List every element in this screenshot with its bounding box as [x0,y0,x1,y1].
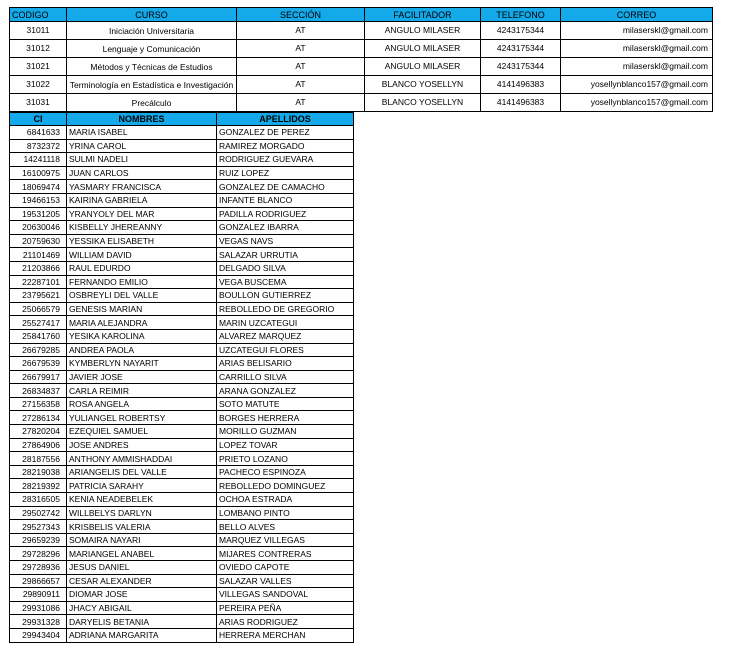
student-nombres-cell[interactable]: YESIKA KAROLINA [67,329,217,343]
course-row [10,76,713,94]
student-apellidos-cell[interactable]: ARIAS RODRIGUEZ [217,615,354,629]
student-ci-cell[interactable]: 29659239 [10,533,67,547]
student-nombres-cell[interactable]: SOMAIRA NAYARI [67,533,217,547]
student-ci-cell[interactable]: 25841760 [10,329,67,343]
course-correo-cell[interactable]: yosellynblanco157@gmail.com [561,76,713,94]
course-curso-cell[interactable]: Precálculo [67,94,237,112]
student-row [10,465,354,479]
student-ci-cell[interactable]: 29931328 [10,615,67,629]
course-seccion-cell[interactable]: AT [237,22,365,40]
header-telefono[interactable]: TELEFONO [481,8,561,22]
student-apellidos-cell[interactable]: UZCATEGUI FLORES [217,343,354,357]
student-apellidos-cell[interactable]: SALAZAR URRUTIA [217,248,354,262]
student-row [10,261,354,275]
student-apellidos-cell[interactable]: MARIN UZCATEGUI [217,316,354,330]
student-row [10,153,354,167]
student-ci-cell[interactable]: 28219392 [10,479,67,493]
student-apellidos-cell[interactable]: BOULLON GUTIERREZ [217,289,354,303]
student-nombres-cell[interactable]: WILLBELYS DARLYN [67,506,217,520]
student-ci-cell[interactable]: 29943404 [10,628,67,642]
course-facilitador-cell[interactable]: BLANCO YOSELLYN [365,76,481,94]
student-ci-cell[interactable]: 25066579 [10,302,67,316]
course-seccion-cell[interactable]: AT [237,94,365,112]
header-apellidos[interactable]: APELLIDOS [217,113,354,126]
student-nombres-cell[interactable]: RAUL EDURDO [67,261,217,275]
student-row [10,533,354,547]
student-apellidos-cell[interactable]: GONZALEZ DE PEREZ [217,126,354,140]
student-row [10,615,354,629]
course-correo-cell[interactable]: milaserskl@gmail.com [561,58,713,76]
course-row [10,58,713,76]
student-ci-cell[interactable]: 27820204 [10,425,67,439]
students-table [9,112,354,643]
student-nombres-cell[interactable]: ANDREA PAOLA [67,343,217,357]
student-apellidos-cell[interactable]: ARANA GONZALEZ [217,384,354,398]
student-row [10,601,354,615]
student-row [10,221,354,235]
student-nombres-cell[interactable]: YASMARY FRANCISCA [67,180,217,194]
student-ci-cell[interactable]: 14241118 [10,153,67,167]
student-nombres-cell[interactable]: KAIRINA GABRIELA [67,193,217,207]
header-seccion[interactable]: SECCIÓN [237,8,365,22]
courses-header-row [10,8,713,22]
student-apellidos-cell[interactable]: VILLEGAS SANDOVAL [217,588,354,602]
student-ci-cell[interactable]: 21101469 [10,248,67,262]
student-nombres-cell[interactable]: ADRIANA MARGARITA [67,628,217,642]
student-row [10,357,354,371]
student-ci-cell[interactable]: 25527417 [10,316,67,330]
student-row [10,166,354,180]
student-ci-cell[interactable]: 28219038 [10,465,67,479]
student-row [10,628,354,642]
student-ci-cell[interactable]: 16100975 [10,166,67,180]
student-nombres-cell[interactable]: KYMBERLYN NAYARIT [67,357,217,371]
student-row [10,493,354,507]
student-nombres-cell[interactable]: DARYELIS BETANIA [67,615,217,629]
student-nombres-cell[interactable]: JAVIER JOSE [67,370,217,384]
student-nombres-cell[interactable]: MARIA ALEJANDRA [67,316,217,330]
student-apellidos-cell[interactable]: GONZALEZ IBARRA [217,221,354,235]
student-apellidos-cell[interactable]: DELGADO SILVA [217,261,354,275]
student-row [10,397,354,411]
student-row [10,561,354,575]
student-apellidos-cell[interactable]: HERRERA MERCHAN [217,628,354,642]
student-apellidos-cell[interactable]: OCHOA ESTRADA [217,493,354,507]
student-ci-cell[interactable]: 6841633 [10,126,67,140]
course-codigo-cell[interactable]: 31031 [10,94,67,112]
student-nombres-cell[interactable]: MARIANGEL ANABEL [67,547,217,561]
course-codigo-cell[interactable]: 31021 [10,58,67,76]
student-apellidos-cell[interactable]: SOTO MATUTE [217,397,354,411]
student-apellidos-cell[interactable]: ARIAS BELISARIO [217,357,354,371]
student-ci-cell[interactable]: 29866657 [10,574,67,588]
course-row [10,40,713,58]
header-nombres[interactable]: NOMBRES [67,113,217,126]
student-nombres-cell[interactable]: KRISBELIS VALERIA [67,520,217,534]
student-apellidos-cell[interactable]: CARRILLO SILVA [217,370,354,384]
student-ci-cell[interactable]: 26834837 [10,384,67,398]
student-row [10,329,354,343]
course-telefono-cell[interactable]: 4243175344 [481,40,561,58]
student-nombres-cell[interactable]: MARIA ISABEL [67,126,217,140]
student-nombres-cell[interactable]: ARIANGELIS DEL VALLE [67,465,217,479]
student-apellidos-cell[interactable]: REBOLLEDO DOMINGUEZ [217,479,354,493]
student-row [10,452,354,466]
header-codigo[interactable]: CODIGO [10,8,67,22]
student-ci-cell[interactable]: 29527343 [10,520,67,534]
student-row [10,479,354,493]
student-ci-cell[interactable]: 29931086 [10,601,67,615]
header-correo[interactable]: CORREO [561,8,713,22]
student-apellidos-cell[interactable]: PRIETO LOZANO [217,452,354,466]
course-telefono-cell[interactable]: 4141496383 [481,94,561,112]
course-curso-cell[interactable]: Lenguaje y Comunicación [67,40,237,58]
student-nombres-cell[interactable]: EZEQUIEL SAMUEL [67,425,217,439]
header-curso[interactable]: CURSO [67,8,237,22]
student-row [10,275,354,289]
students-header-row [10,113,354,126]
course-facilitador-cell[interactable]: ANGULO MILASER [365,58,481,76]
student-row [10,343,354,357]
student-nombres-cell[interactable]: YRANYOLY DEL MAR [67,207,217,221]
student-nombres-cell[interactable]: YULIANGEL ROBERTSY [67,411,217,425]
student-row [10,425,354,439]
student-ci-cell[interactable]: 20630046 [10,221,67,235]
course-codigo-cell[interactable]: 31012 [10,40,67,58]
student-ci-cell[interactable]: 26679285 [10,343,67,357]
student-row [10,139,354,153]
student-apellidos-cell[interactable]: LOMBANO PINTO [217,506,354,520]
student-ci-cell[interactable]: 28187556 [10,452,67,466]
student-ci-cell[interactable]: 27286134 [10,411,67,425]
student-nombres-cell[interactable]: KENIA NEADEBELEK [67,493,217,507]
student-nombres-cell[interactable]: ROSA ANGELA [67,397,217,411]
student-apellidos-cell[interactable]: VEGAS NAVS [217,234,354,248]
student-ci-cell[interactable]: 8732372 [10,139,67,153]
student-apellidos-cell[interactable]: RAMIREZ MORGADO [217,139,354,153]
student-apellidos-cell[interactable]: PACHECO ESPINOZA [217,465,354,479]
student-nombres-cell[interactable]: DIOMAR JOSE [67,588,217,602]
student-row [10,289,354,303]
student-row [10,520,354,534]
course-telefono-cell[interactable]: 4141496383 [481,76,561,94]
course-telefono-cell[interactable]: 4243175344 [481,58,561,76]
course-correo-cell[interactable]: yosellynblanco157@gmail.com [561,94,713,112]
student-row [10,547,354,561]
header-facilitador[interactable]: FACILITADOR [365,8,481,22]
course-facilitador-cell[interactable]: ANGULO MILASER [365,40,481,58]
student-ci-cell[interactable]: 19531205 [10,207,67,221]
student-nombres-cell[interactable]: JUAN CARLOS [67,166,217,180]
student-row [10,574,354,588]
student-apellidos-cell[interactable]: RODRIGUEZ GUEVARA [217,153,354,167]
student-row [10,207,354,221]
student-row [10,370,354,384]
course-seccion-cell[interactable]: AT [237,76,365,94]
student-nombres-cell[interactable]: OSBREYLI DEL VALLE [67,289,217,303]
student-nombres-cell[interactable]: JOSE ANDRES [67,438,217,452]
student-apellidos-cell[interactable]: GONZALEZ DE CAMACHO [217,180,354,194]
student-nombres-cell[interactable]: CARLA REIMIR [67,384,217,398]
student-row [10,248,354,262]
student-nombres-cell[interactable]: FERNANDO EMILIO [67,275,217,289]
student-apellidos-cell[interactable]: ALVAREZ MARQUEZ [217,329,354,343]
student-apellidos-cell[interactable]: MARQUEZ VILLEGAS [217,533,354,547]
course-curso-cell[interactable]: Iniciación Universitaria [67,22,237,40]
course-codigo-cell[interactable]: 31011 [10,22,67,40]
student-ci-cell[interactable]: 28316505 [10,493,67,507]
student-nombres-cell[interactable]: ANTHONY AMMISHADDAI [67,452,217,466]
student-apellidos-cell[interactable]: MORILLO GUZMAN [217,425,354,439]
course-facilitador-cell[interactable]: BLANCO YOSELLYN [365,94,481,112]
student-apellidos-cell[interactable]: VEGA BUSCEMA [217,275,354,289]
student-ci-cell[interactable]: 27156358 [10,397,67,411]
student-apellidos-cell[interactable]: REBOLLEDO DE GREGORIO [217,302,354,316]
student-row [10,234,354,248]
student-ci-cell[interactable]: 27864906 [10,438,67,452]
student-row [10,384,354,398]
student-nombres-cell[interactable]: SULMI NADELI [67,153,217,167]
student-nombres-cell[interactable]: GENESIS MARIAN [67,302,217,316]
student-nombres-cell[interactable]: WILLIAM DAVID [67,248,217,262]
student-apellidos-cell[interactable]: PEREIRA PEÑA [217,601,354,615]
header-ci[interactable]: CI [10,113,67,126]
student-apellidos-cell[interactable]: BELLO ALVES [217,520,354,534]
student-nombres-cell[interactable]: KISBELLY JHEREANNY [67,221,217,235]
student-row [10,316,354,330]
course-curso-cell[interactable]: Métodos y Técnicas de Estudios [67,58,237,76]
student-apellidos-cell[interactable]: PADILLA RODRIGUEZ [217,207,354,221]
student-ci-cell[interactable]: 19466153 [10,193,67,207]
student-ci-cell[interactable]: 29502742 [10,506,67,520]
course-facilitador-cell[interactable]: ANGULO MILASER [365,22,481,40]
student-apellidos-cell[interactable]: INFANTE BLANCO [217,193,354,207]
student-nombres-cell[interactable]: YRINA CAROL [67,139,217,153]
course-codigo-cell[interactable]: 31022 [10,76,67,94]
student-row [10,588,354,602]
course-telefono-cell[interactable]: 4243175344 [481,22,561,40]
course-correo-cell[interactable]: milaserskl@gmail.com [561,22,713,40]
student-ci-cell[interactable]: 21203866 [10,261,67,275]
student-nombres-cell[interactable]: CESAR ALEXANDER [67,574,217,588]
courses-table [9,7,713,112]
student-nombres-cell[interactable]: PATRICIA SARAHY [67,479,217,493]
student-ci-cell[interactable]: 29728936 [10,561,67,575]
student-ci-cell[interactable]: 29890911 [10,588,67,602]
course-correo-cell[interactable]: milaserskl@gmail.com [561,40,713,58]
course-seccion-cell[interactable]: AT [237,40,365,58]
course-curso-cell[interactable]: Terminología en Estadística e Investigación [67,76,237,94]
student-row [10,126,354,140]
student-ci-cell[interactable]: 18069474 [10,180,67,194]
student-apellidos-cell[interactable]: SALAZAR VALLES [217,574,354,588]
student-row [10,411,354,425]
student-row [10,438,354,452]
student-ci-cell[interactable]: 23795621 [10,289,67,303]
student-row [10,193,354,207]
student-apellidos-cell[interactable]: RUIZ LOPEZ [217,166,354,180]
student-apellidos-cell[interactable]: OVIEDO CAPOTE [217,561,354,575]
student-nombres-cell[interactable]: JHACY ABIGAIL [67,601,217,615]
student-ci-cell[interactable]: 26679539 [10,357,67,371]
student-row [10,302,354,316]
student-apellidos-cell[interactable]: LOPEZ TOVAR [217,438,354,452]
student-ci-cell[interactable]: 26679917 [10,370,67,384]
student-ci-cell[interactable]: 22287101 [10,275,67,289]
course-row [10,94,713,112]
student-row [10,506,354,520]
student-apellidos-cell[interactable]: MIJARES CONTRERAS [217,547,354,561]
student-apellidos-cell[interactable]: BORGES HERRERA [217,411,354,425]
student-nombres-cell[interactable]: YESSIKA ELISABETH [67,234,217,248]
course-row [10,22,713,40]
student-nombres-cell[interactable]: JESUS DANIEL [67,561,217,575]
student-ci-cell[interactable]: 29728296 [10,547,67,561]
student-ci-cell[interactable]: 20759630 [10,234,67,248]
student-row [10,180,354,194]
course-seccion-cell[interactable]: AT [237,58,365,76]
